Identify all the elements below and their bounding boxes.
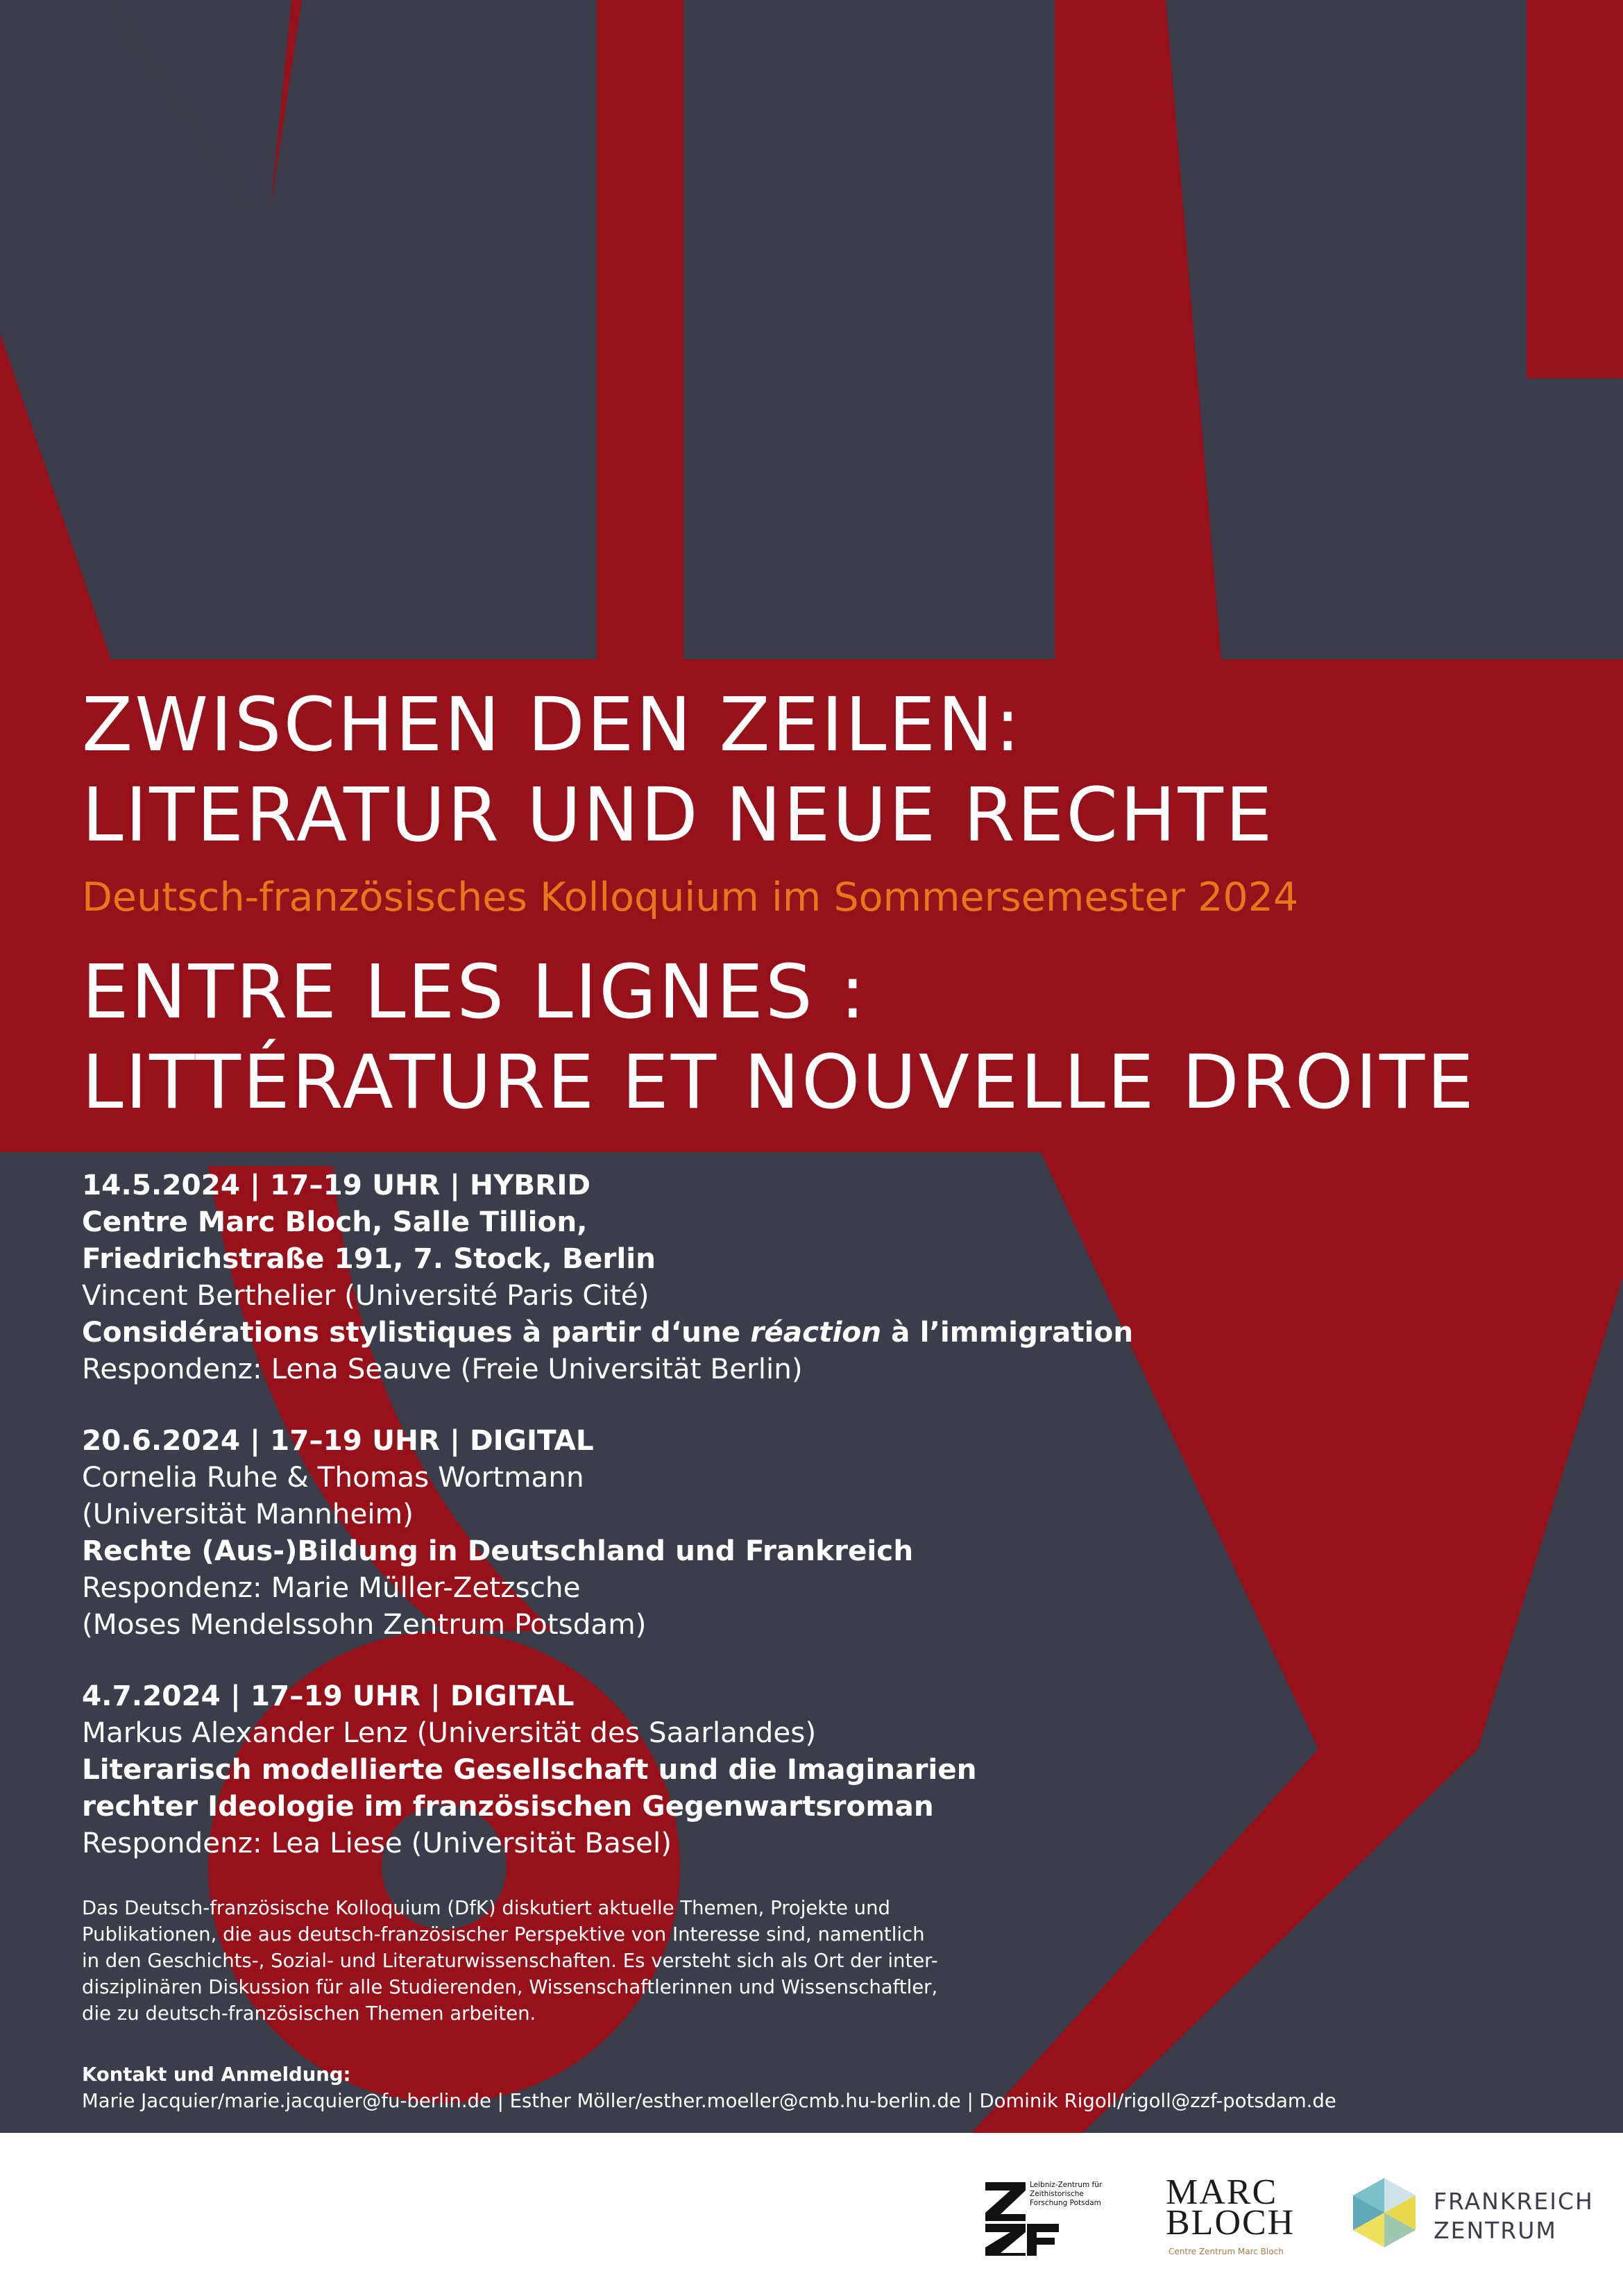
centre-marc-bloch-logo [1166,2172,1295,2258]
frankreich-zentrum-logo [1346,2175,1594,2258]
description-line: Das Deutsch-französische Kolloquium (DfK) diskutiert aktuelle Themen, Projekte und [82,1897,890,1919]
event-1-speaker: Vincent Berthelier (Université Paris Cité) [82,1278,649,1312]
event-1-talk-part2: à l’immigration [881,1315,1134,1349]
description-line: disziplinären Diskussion für alle Studierenden, Wissenschaftlerinnen und Wissenschaftler, [82,1976,938,1998]
event-3-respondent: Respondenz: Lea Liese (Universität Basel) [82,1826,672,1859]
cmb-logo-line1: MARC [1166,2172,1278,2212]
event-1-respondent: Respondenz: Lena Seauve (Freie Universität Berlin) [82,1352,803,1385]
cmb-logo-caption: Centre Zentrum Marc Bloch [1169,2247,1284,2256]
contact-line: Marie Jacquier/marie.jacquier@fu-berlin.de | Esther Möller/esther.moeller@cmb.hu-berlin.de | Dominik Rigoll/rigoll@zzf-potsdam.de [82,2090,1336,2112]
event-1-talk-title [82,1314,1192,1351]
event-list [82,1167,1192,1896]
fz-line2: ZENTRUM [1434,2217,1557,2244]
event-1-venue-line2: Friedrichstraße 191, 7. Stock, Berlin [82,1242,656,1275]
frankreich-zentrum-text [1434,2187,1594,2245]
subtitle: Deutsch-französisches Kolloquium im Sommersemester 2024 [82,875,1299,920]
contact-block [82,2061,1539,2114]
event-1-date: 14.5.2024 | 17–19 UHR | HYBRID [82,1168,591,1201]
fz-line1: FRANKREICH [1434,2188,1594,2215]
title-german [82,680,1595,861]
event-3-speaker: Markus Alexander Lenz (Universität des Saarlandes) [82,1716,817,1749]
event-2-speaker-line2: (Universität Mannheim) [82,1497,414,1530]
event-2-speaker-line1: Cornelia Ruhe & Thomas Wortmann [82,1460,584,1494]
zzf-logo [984,2181,1123,2257]
event-2 [82,1422,1192,1643]
description-line: Publikationen, die aus deutsch-französischer Perspektive von Interesse sind, namentlich [82,1923,925,1945]
title-french-line2: LITTÉRATURE ET NOUVELLE DROITE [82,1040,1476,1126]
event-2-date: 20.6.2024 | 17–19 UHR | DIGITAL [82,1424,594,1457]
event-1-venue-line1: Centre Marc Bloch, Salle Tillion, [82,1205,588,1238]
event-3-date: 4.7.2024 | 17–19 UHR | DIGITAL [82,1679,575,1712]
description-line: die zu deutsch-französischen Themen arbeiten. [82,2002,536,2025]
event-3-talk-title-line1: Literarisch modellierte Gesellschaft und die Imaginarien [82,1753,977,1786]
cmb-logo-line2: BLOCH [1166,2203,1295,2243]
logo-footer [0,2133,1623,2296]
title-german-line2: LITERATUR UND NEUE RECHTE [82,773,1275,859]
event-2-respondent-line2: (Moses Mendelssohn Zentrum Potsdam) [82,1607,647,1641]
event-3-talk-title-line2: rechter Ideologie im französischen Gegenwartsroman [82,1789,934,1823]
description-text [82,1895,1109,2027]
contact-label: Kontakt und Anmeldung: [82,2063,351,2086]
zzf-logo-text: Leibniz-Zentrum für Zeithistorische Forschung Potsdam [1030,2181,1103,2207]
event-2-respondent-line1: Respondenz: Marie Müller-Zetzsche [82,1571,581,1604]
event-2-talk-title: Rechte (Aus-)Bildung in Deutschland und Frankreich [82,1534,914,1567]
title-german-line1: ZWISCHEN DEN ZEILEN: [82,682,1023,768]
event-3 [82,1678,1192,1862]
event-1-talk-part1: Considérations stylistiques à partir d‘une [82,1315,751,1349]
description-line: in den Geschichts-, Sozial- und Literaturwissenschaften. Es versteht sich als Ort der inter- [82,1950,938,1972]
frankreich-zentrum-mark-icon [1346,2175,1422,2251]
title-french [82,947,1595,1128]
title-french-line1: ENTRE LES LIGNES : [82,949,867,1036]
event-1-talk-italic: réaction [750,1315,882,1349]
event-1 [82,1167,1192,1387]
